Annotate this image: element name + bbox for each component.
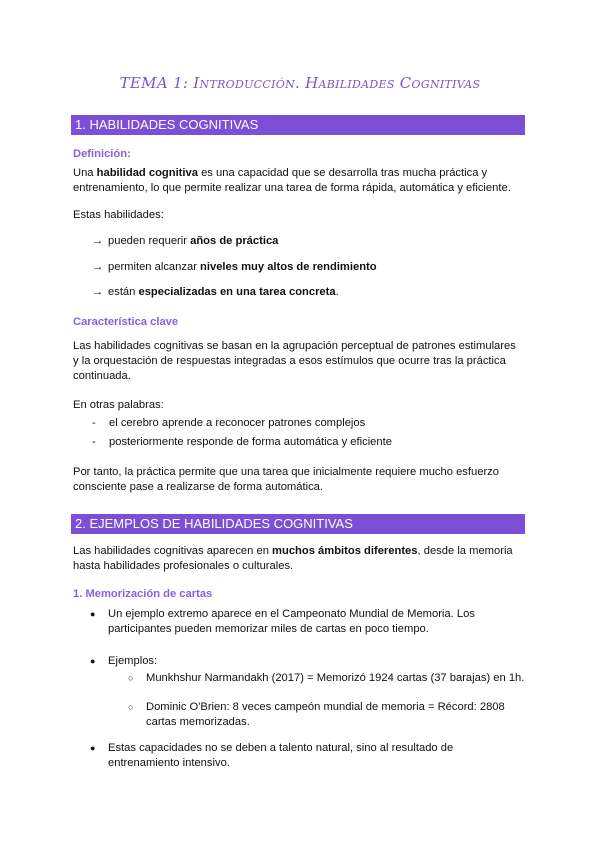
dash-marker: - <box>92 417 96 429</box>
sub-bullet-item-1 <box>128 671 528 686</box>
estas-habilidades-text: Estas habilidades: <box>73 209 164 221</box>
sub-bullet-text: Dominic O'Brien: 8 veces campeón mundial de memoria = Récord: 2808 cartas memorizadas. <box>146 701 505 728</box>
def-text-a: Una <box>73 167 97 179</box>
arrow-item-bold: especializadas en una tarea concreta <box>138 286 336 298</box>
def-text-c: es una capacidad que se desarrolla tras mucha práctica y entrenamiento, lo que permite realizar una tarea de forma rápida, automática y eficiente. <box>73 167 511 194</box>
clave-subheading: Característica clave <box>73 316 179 328</box>
dash-item-text: el cerebro aprende a reconocer patrones complejos <box>109 417 366 429</box>
arrow-item-pre: están <box>108 286 139 298</box>
circle-bullet-icon: ○ <box>128 673 134 683</box>
arrow-item-1 <box>92 234 278 249</box>
bullet-icon: ● <box>90 609 96 619</box>
dash-item-2 <box>92 435 392 450</box>
dash-item-text: posteriormente responde de forma automática y eficiente <box>109 436 392 448</box>
arrow-item-2 <box>92 260 377 275</box>
bullet-item-1 <box>90 607 520 637</box>
por-tanto-paragraph: Por tanto, la práctica permite que una tarea que inicialmente requiere mucho esfuerzo consciente pase a realizarse de forma automática. <box>73 466 499 493</box>
document-title: TEMA 1: Introducción. Habilidades Cognitivas <box>119 74 481 92</box>
arrow-icon: → <box>92 235 104 247</box>
arrow-item-pre: permiten alcanzar <box>108 261 201 273</box>
section-heading-2: 2. EJEMPLOS DE HABILIDADES COGNITIVAS <box>71 514 525 534</box>
arrow-item-bold: niveles muy altos de rendimiento <box>200 261 377 273</box>
definicion-paragraph <box>73 166 523 196</box>
section-heading-1: 1. HABILIDADES COGNITIVAS <box>71 115 525 135</box>
arrow-item-3 <box>92 285 339 300</box>
intro-text-a: Las habilidades cognitivas aparecen en <box>73 545 273 557</box>
arrow-item-post: . <box>335 286 339 298</box>
bullet-text: Un ejemplo extremo aparece en el Campeonato Mundial de Memoria. Los participantes pueden memorizar miles de cartas en poco tiempo. <box>108 608 475 635</box>
arrow-item-pre: pueden requerir <box>108 235 191 247</box>
sub-bullet-text: Munkhshur Narmandakh (2017) = Memorizó 1924 cartas (37 barajas) en 1h. <box>146 672 525 684</box>
arrow-icon: → <box>92 286 104 298</box>
bullet-icon: ● <box>90 743 96 753</box>
dash-marker: - <box>92 436 96 448</box>
circle-bullet-icon: ○ <box>128 702 134 712</box>
intro-text-c: , desde la memoria hasta habilidades profesionales o culturales. <box>73 545 513 572</box>
clave-paragraph: Las habilidades cognitivas se basan en la agrupación perceptual de patrones estimulares y la orquestación de respuestas integradas a esos estímulos que ocurre tras la práctica continuada. <box>73 340 516 382</box>
bullet-icon: ● <box>90 656 96 666</box>
definicion-subheading: Definición: <box>73 148 131 160</box>
bullet-item-2 <box>90 654 520 669</box>
bullet-text: Estas capacidades no se deben a talento natural, sino al resultado de entrenamiento intensivo. <box>108 742 454 769</box>
arrow-icon: → <box>92 261 104 273</box>
arrow-item-bold: años de práctica <box>190 235 279 247</box>
intro-text-bold: muchos ámbitos diferentes <box>272 545 418 557</box>
section2-intro <box>73 544 523 574</box>
dash-item-1 <box>92 416 365 431</box>
otras-palabras-text: En otras palabras: <box>73 399 164 411</box>
bullet-item-3 <box>90 741 520 771</box>
def-text-bold: habilidad cognitiva <box>96 167 198 179</box>
memorizacion-subheading: 1. Memorización de cartas <box>73 588 213 600</box>
bullet-text: Ejemplos: <box>108 655 158 667</box>
sub-bullet-item-2 <box>128 700 528 730</box>
